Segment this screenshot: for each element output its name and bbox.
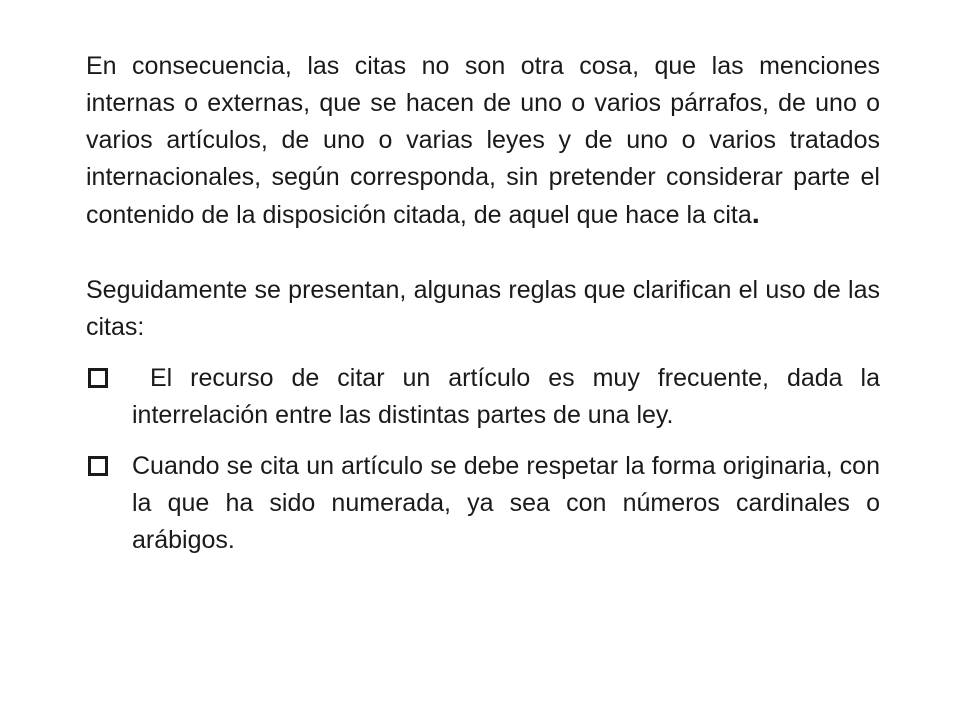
paragraph-citas-definition <box>86 48 880 234</box>
list-item <box>86 360 887 434</box>
checkbox-square-icon <box>88 368 108 388</box>
paragraph-rules-intro-text: Seguidamente se presentan, algunas reglas que clarifican el uso de las citas: <box>86 276 880 341</box>
paragraph-rules-intro <box>86 272 880 346</box>
list-item-text: El recurso de citar un artículo es muy frecuente, dada la interrelación entre las distintas partes de una ley. <box>132 364 887 429</box>
paragraph-end-period: . <box>751 198 760 230</box>
checkbox-square-icon <box>88 456 108 476</box>
rules-list <box>86 360 887 559</box>
paragraph-citas-definition-text: En consecuencia, las citas no son otra cosa, que las menciones internas o externas, que se hacen de uno o varios párrafos, de uno o varios artículos, de uno o varias leyes y de uno o varios tratados internacionales, según corresponda, sin pretender considerar parte el contenido de la disposición citada, de aquel que hace la cita <box>86 52 880 229</box>
list-item <box>86 448 880 559</box>
list-item-text: Cuando se cita un artículo se debe respetar la forma originaria, con la que ha sido numerada, ya sea con números cardinales o arábigos. <box>132 452 880 554</box>
slide-content <box>86 48 887 708</box>
